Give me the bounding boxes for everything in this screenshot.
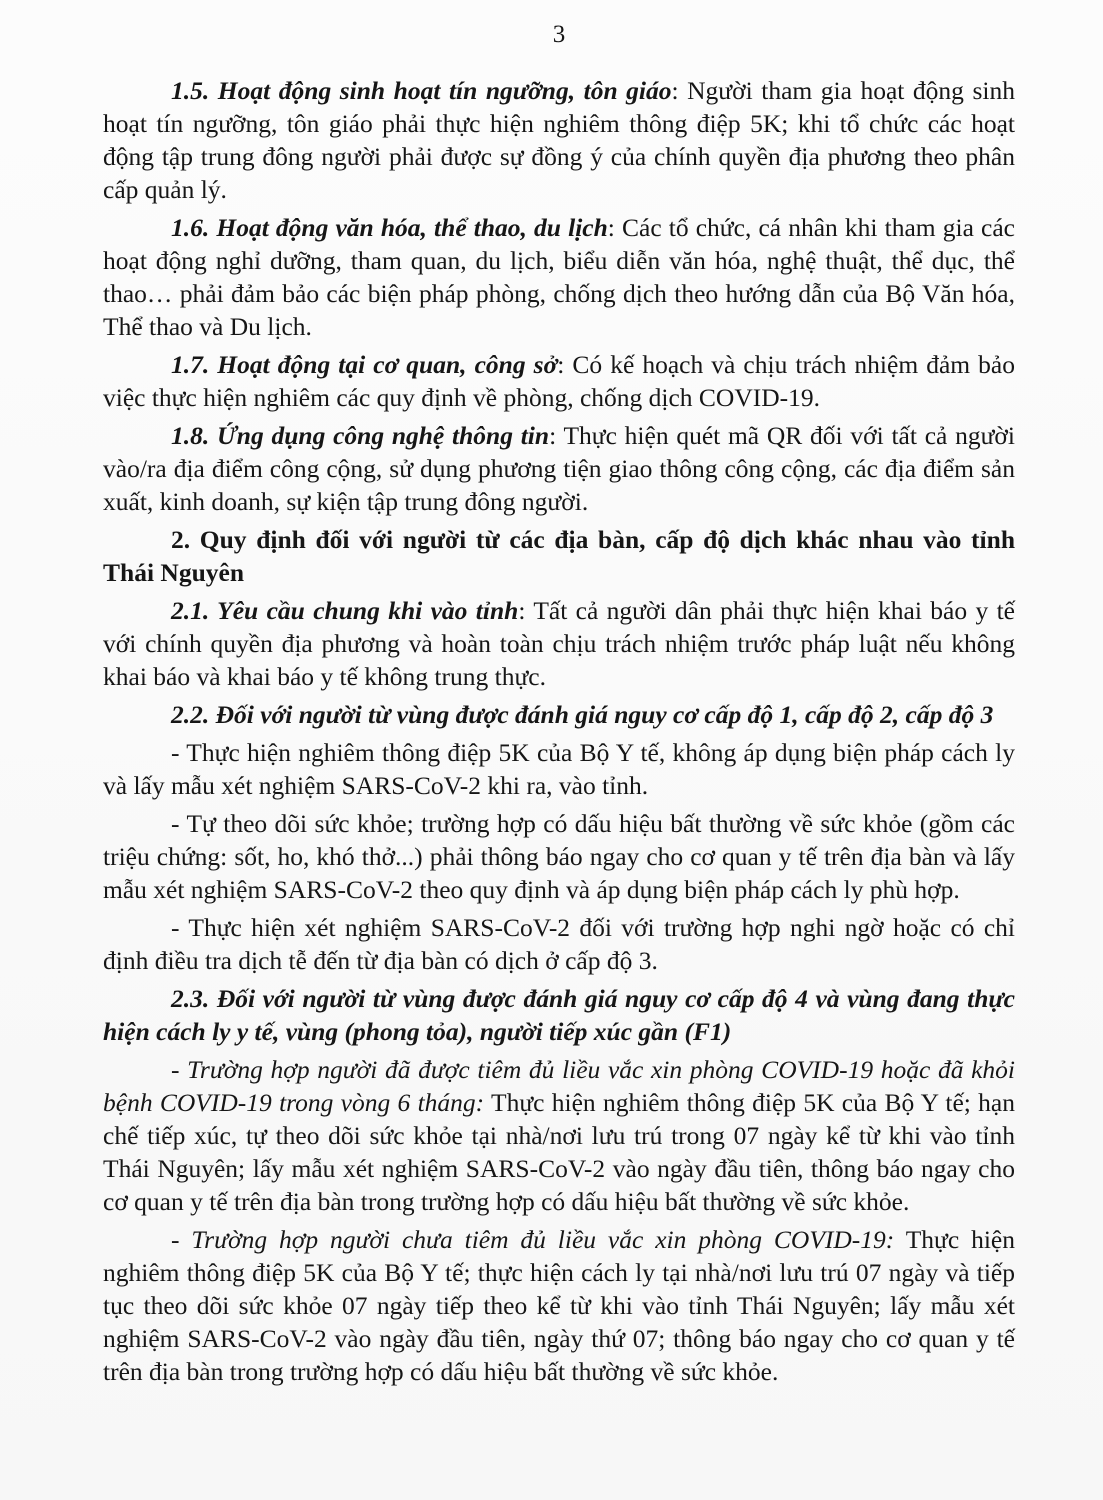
bullet-paragraph: - Thực hiện nghiêm thông điệp 5K của Bộ Y tế, không áp dụng biện pháp cách ly và lấy mẫu xét nghiệm SARS-CoV-2 khi ra, vào tỉnh. xyxy=(103,738,1015,800)
section-heading-2: 2. Quy định đối với người từ các địa bàn, cấp độ dịch khác nhau vào tỉnh Thái Nguyên xyxy=(103,525,1015,587)
paragraph-1-5 xyxy=(103,74,1015,206)
paragraph-1-6 xyxy=(103,211,1015,343)
paragraph-text: : Thực hiện quét mã QR đối với tất cả người vào/ra địa điểm công cộng, sử dụng phương tiện giao thông công cộng, các địa điểm sản xuất, kinh doanh, sự kiện tập trung đông người. xyxy=(103,421,1015,516)
subheading-2-3: 2.3. Đối với người từ vùng được đánh giá nguy cơ cấp độ 4 và vùng đang thực hiện cách ly y tế, vùng (phong tỏa), người tiếp xúc gần (F1) xyxy=(103,984,1015,1046)
paragraph-text: : Có kế hoạch và chịu trách nhiệm đảm bảo việc thực hiện nghiêm các quy định về phòng, chống dịch COVID-19. xyxy=(103,350,1015,412)
paragraph-2-1 xyxy=(103,594,1015,693)
section-title: 1.7. Hoạt động tại cơ quan, công sở xyxy=(171,350,558,379)
paragraph-1-8 xyxy=(103,419,1015,518)
section-title: 2.1. Yêu cầu chung khi vào tỉnh xyxy=(171,596,519,625)
section-title: 1.6. Hoạt động văn hóa, thể thao, du lịch xyxy=(171,213,608,242)
bullet-paragraph: - Thực hiện xét nghiệm SARS-CoV-2 đối với trường hợp nghi ngờ hoặc có chỉ định điều tra dịch tễ đến từ địa bàn có dịch ở cấp độ 3. xyxy=(103,913,1015,975)
paragraph-text: : Tất cả người dân phải thực hiện khai báo y tế với chính quyền địa phương và hoàn toàn chịu trách nhiệm trước pháp luật nếu không khai báo và khai báo y tế không trung thực. xyxy=(103,596,1015,691)
case-title: - Trường hợp người đã được tiêm đủ liều vắc xin phòng COVID-19 hoặc đã khỏi bệnh COVID-19 trong vòng 6 tháng: xyxy=(103,1055,1015,1117)
case-paragraph-vaccinated xyxy=(103,1053,1015,1218)
paragraph-text: Thực hiện nghiêm thông điệp 5K của Bộ Y tế; hạn chế tiếp xúc, tự theo dõi sức khỏe tại nhà/nơi lưu trú trong 07 ngày kể từ khi vào tỉnh Thái Nguyên; lấy mẫu xét nghiệm SARS-CoV-2 vào ngày đầu tiên, thông báo ngay cho cơ quan y tế trên địa bàn trong trường hợp có dấu hiệu bất thường về sức khỏe. xyxy=(103,1088,1015,1216)
paragraph-text: Thực hiện nghiêm thông điệp 5K của Bộ Y tế; thực hiện cách ly tại nhà/nơi lưu trú 07 ngày và tiếp tục theo dõi sức khỏe 07 ngày tiếp theo kể từ khi vào tỉnh Thái Nguyên; lấy mẫu xét nghiệm SARS-CoV-2 vào ngày đầu tiên, ngày thứ 07; thông báo ngay cho cơ quan y tế trên địa bàn trong trường hợp có dấu hiệu bất thường về sức khỏe. xyxy=(103,1225,1015,1386)
page-number: 3 xyxy=(552,21,566,48)
case-title: - Trường hợp người chưa tiêm đủ liều vắc xin phòng COVID-19: xyxy=(171,1225,895,1254)
section-title: 1.5. Hoạt động sinh hoạt tín ngưỡng, tôn giáo xyxy=(171,76,672,105)
case-paragraph-unvaccinated xyxy=(103,1223,1015,1388)
subheading-2-2: 2.2. Đối với người từ vùng được đánh giá nguy cơ cấp độ 1, cấp độ 2, cấp độ 3 xyxy=(171,700,994,729)
section-title: 1.8. Ứng dụng công nghệ thông tin xyxy=(171,421,550,450)
paragraph-text: : Các tổ chức, cá nhân khi tham gia các hoạt động nghỉ dưỡng, tham quan, du lịch, biểu diễn văn hóa, nghệ thuật, thể dục, thể thao… phải đảm bảo các biện pháp phòng, chống dịch theo hướng dẫn của Bộ Văn hóa, Thể thao và Du lịch. xyxy=(103,213,1015,341)
paragraph-text: : Người tham gia hoạt động sinh hoạt tín ngưỡng, tôn giáo phải thực hiện nghiêm thông điệp 5K; khi tổ chức các hoạt động tập trung đông người phải được sự đồng ý của chính quyền địa phương theo phân cấp quản lý. xyxy=(103,76,1015,204)
paragraph-1-7 xyxy=(103,348,1015,414)
bullet-paragraph: - Tự theo dõi sức khỏe; trường hợp có dấu hiệu bất thường về sức khỏe (gồm các triệu chứng: sốt, ho, khó thở...) phải thông báo ngay cho cơ quan y tế trên địa bàn và lấy mẫu xét nghiệm SARS-CoV-2 theo quy định và áp dụng biện pháp cách ly phù hợp. xyxy=(103,809,1015,904)
